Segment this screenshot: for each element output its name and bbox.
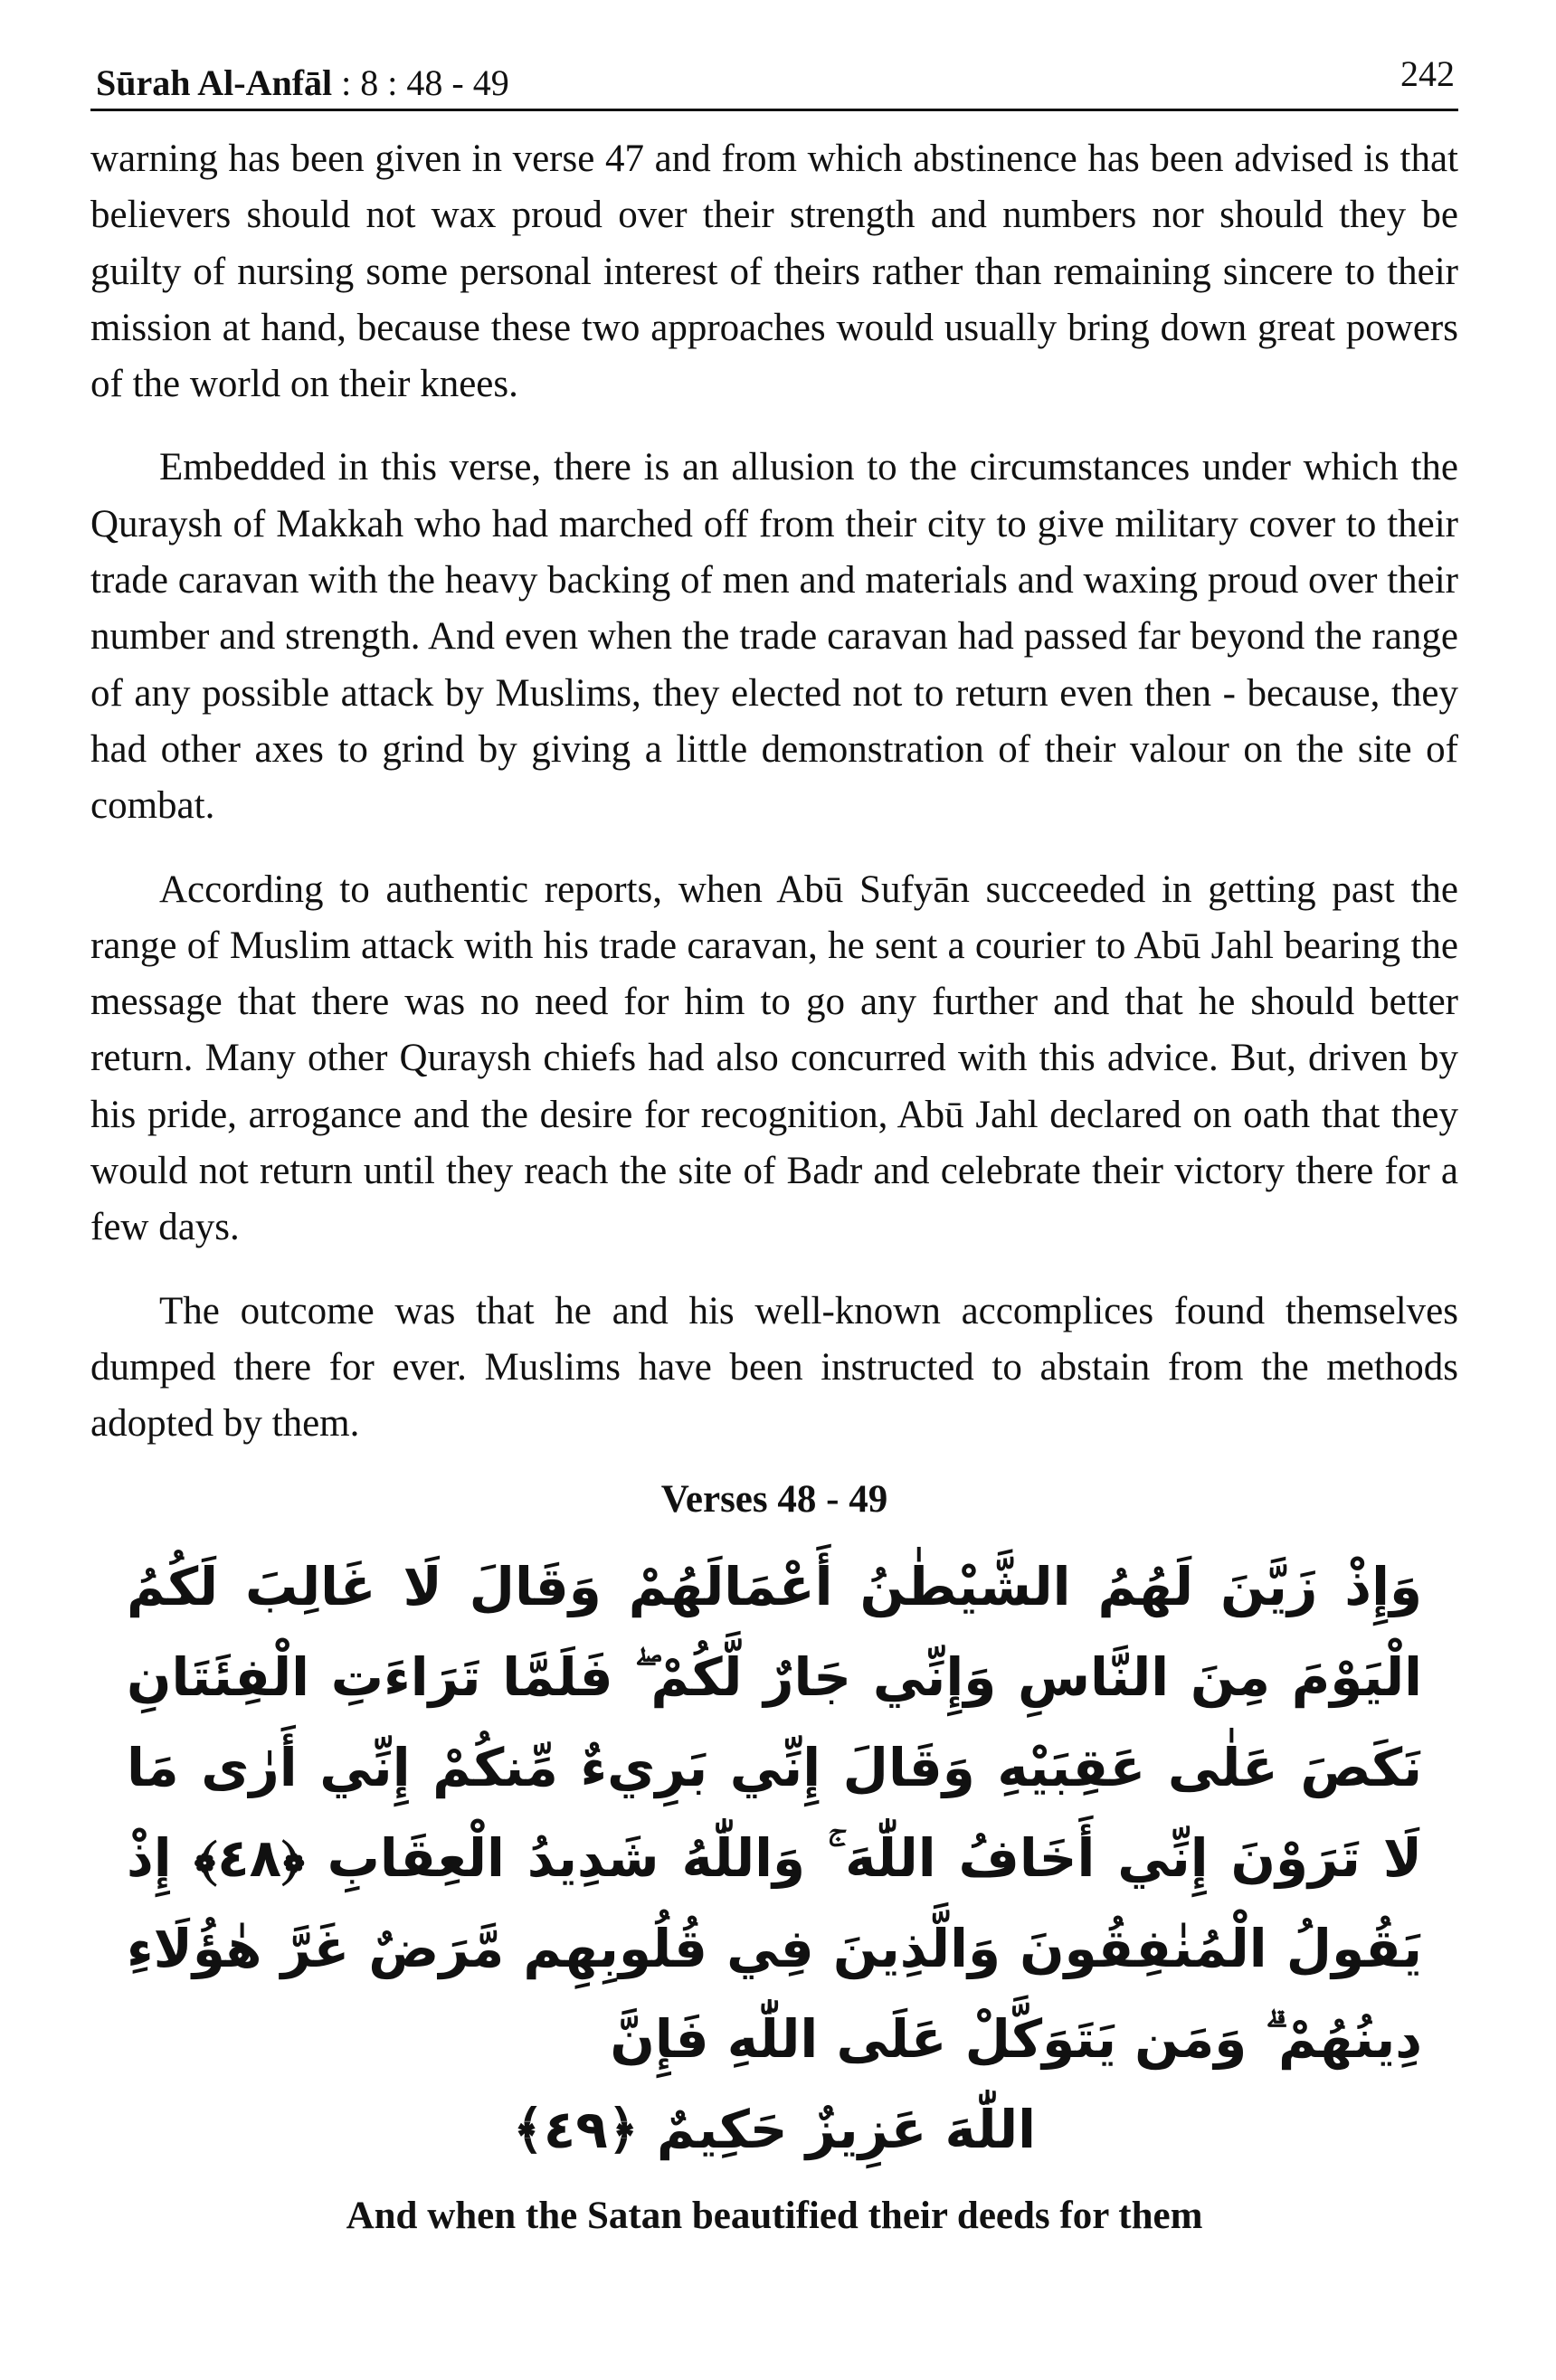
paragraph: The outcome was that he and his well-known accomplices found themselves dumped there for ever. Muslims have been instructed to abstain from the methods adopted by them. [90, 1289, 1458, 1446]
arabic-verse-last-line: اللّٰهَ عَزِيزٌ حَكِيمٌ ﴿٤٩﴾ [512, 2098, 1037, 2160]
paragraph: According to authentic reports, when Abū Sufyān succeeded in getting past the range of Muslim attack with his trade caravan, he sent a courier to Abū Jahl bearing the message that there was no need for him to go any further and that he should better return. Many other Quraysh chiefs had also concurred with this advice. But, driven by his pride, arrogance and the desire for recognition, Abū Jahl declared on oath that they would not return until they reach the site of Badr and celebrate their victory there for a few days. [90, 868, 1458, 1249]
chapter-verse-reference: : 8 : 48 - 49 [341, 62, 509, 103]
page [90, 40, 1458, 2242]
verses-heading: Verses 48 - 49 [660, 1477, 888, 1521]
translation-heading: And when the Satan beautified their deeds for them [346, 2194, 1203, 2237]
header-title [96, 62, 509, 105]
running-header [90, 40, 1458, 111]
paragraph: warning has been given in verse 47 and from which abstinence has been advised is that believers should not wax proud over their strength and numbers nor should they be guilty of nursing some personal interest of theirs rather than remaining sincere to their mission at hand, because these two approaches would usually bring down great powers of the world on their knees. [90, 137, 1458, 406]
page-number: 242 [1400, 53, 1455, 94]
surah-name: Sūrah Al-Anfāl [96, 62, 333, 103]
paragraph: Embedded in this verse, there is an allusion to the circumstances under which the Quraysh of Makkah who had marched off from their city to give military cover to their trade caravan with the heavy backing of men and materials and waxing proud over their number and strength. And even when the trade caravan had passed far beyond the range of any possible attack by Muslims, they elected not to return even then - because, they had other axes to grind by giving a little demonstration of their valour on the site of combat. [90, 446, 1458, 828]
arabic-verse-body: وَإِذْ زَيَّنَ لَهُمُ الشَّيْطٰنُ أَعْمَالَهُمْ وَقَالَ لَا غَالِبَ لَكُمُ الْيَوْمَ مِنَ النَّاسِ وَإِنِّي جَارٌ لَّكُمْ ۖ فَلَمَّا تَرَاءَتِ الْفِئَتَانِ نَكَصَ عَلٰى عَقِبَيْهِ وَقَالَ إِنِّي بَرِيءٌ مِّنكُمْ إِنِّي أَرٰى مَا لَا تَرَوْنَ إِنِّي أَخَافُ اللّٰهَ ۚ وَاللّٰهُ شَدِيدُ الْعِقَابِ ﴿٤٨﴾ إِذْ يَقُولُ الْمُنٰفِقُونَ وَالَّذِينَ فِي قُلُوبِهِم مَّرَضٌ غَرَّ هٰؤُلَاءِ دِينُهُمْ ۗ وَمَن يَتَوَكَّلْ عَلَى اللّٰهِ فَإِنَّ [127, 1555, 1422, 2070]
arabic-verse-text [90, 1541, 1458, 2175]
commentary-text [90, 131, 1458, 1453]
